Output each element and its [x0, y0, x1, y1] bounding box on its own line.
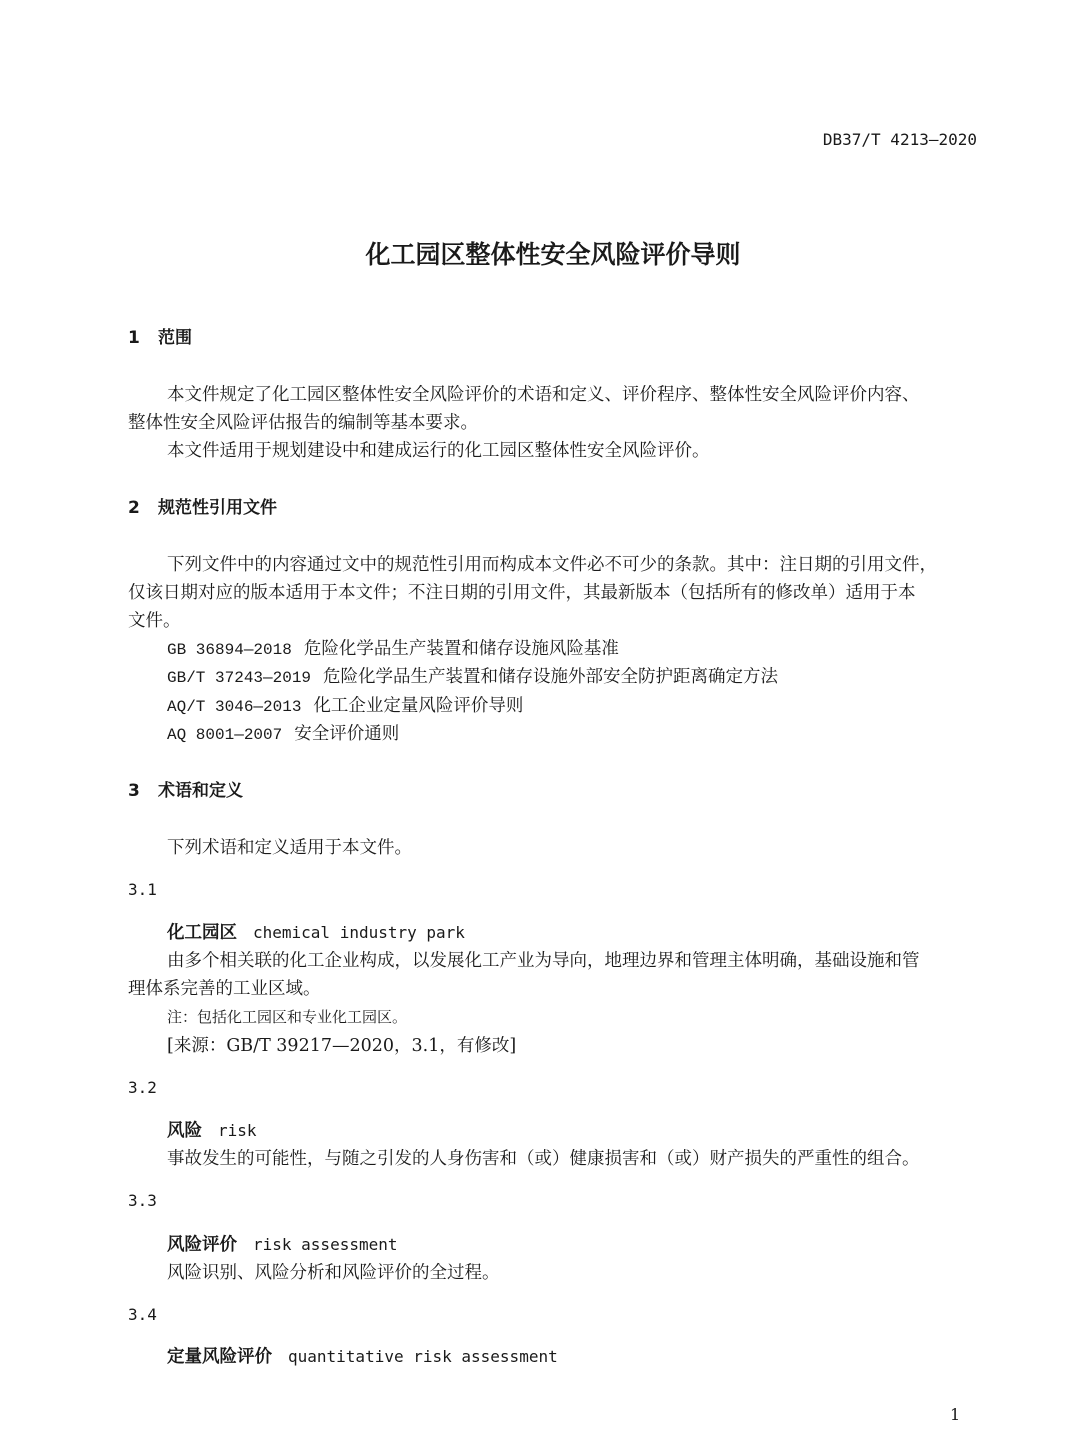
reference-title: 安全评价通则 [294, 724, 400, 744]
term-en: quantitative risk assessment [288, 1347, 558, 1366]
document-number: DB37/T 4213—2020 [822, 130, 977, 149]
section-number: 1 [128, 328, 140, 348]
term-heading [167, 1119, 257, 1143]
reference-item [167, 637, 619, 661]
term-heading [167, 921, 465, 945]
term-en: risk assessment [253, 1235, 398, 1254]
definition-line: 事故发生的可能性，与随之引发的人身伤害和（或）健康损害和（或）财产损失的严重性的组合。 [167, 1149, 920, 1169]
page-number: 1 [950, 1405, 961, 1424]
definition-line: 风险识别、风险分析和风险评价的全过程。 [167, 1263, 500, 1283]
paragraph-line: 整体性安全风险评估报告的编制等基本要求。 [128, 413, 478, 433]
reference-title: 危险化学品生产装置和储存设施外部安全防护距离确定方法 [323, 667, 779, 687]
term-cn: 化工园区 [167, 923, 237, 943]
term-note: 注：包括化工园区和专业化工园区。 [167, 1008, 408, 1026]
term-heading [167, 1233, 398, 1257]
section-title: 范围 [158, 328, 192, 348]
section-number: 3 [128, 781, 140, 801]
term-cn: 风险 [167, 1121, 202, 1141]
section-title: 规范性引用文件 [158, 498, 277, 518]
term-en: chemical industry park [253, 923, 465, 942]
reference-code: AQ 8001—2007 [167, 726, 283, 744]
section-title: 术语和定义 [158, 781, 243, 801]
reference-code: GB 36894—2018 [167, 641, 292, 659]
reference-item [167, 694, 523, 718]
reference-code: AQ/T 3046—2013 [167, 698, 302, 716]
section-heading [128, 779, 243, 803]
paragraph-line: 下列术语和定义适用于本文件。 [167, 838, 412, 858]
reference-item [167, 665, 778, 689]
term-heading [167, 1345, 558, 1369]
term-number: 3.3 [128, 1191, 157, 1210]
term-source: [来源：GB/T 39217—2020，3.1，有修改] [167, 1036, 517, 1056]
reference-title: 化工企业定量风险评价导则 [313, 696, 524, 716]
section-number: 2 [128, 498, 140, 518]
term-number: 3.1 [128, 880, 157, 899]
reference-item [167, 722, 399, 746]
term-cn: 风险评价 [167, 1235, 237, 1255]
page-title: 化工园区整体性安全风险评价导则 [365, 240, 741, 269]
term-en: risk [218, 1121, 257, 1140]
term-number: 3.2 [128, 1078, 157, 1097]
paragraph-line: 仅该日期对应的版本适用于本文件；不注日期的引用文件，其最新版本（包括所有的修改单）适用于本 [128, 583, 916, 603]
reference-code: GB/T 37243—2019 [167, 669, 312, 687]
paragraph-line: 本文件规定了化工园区整体性安全风险评价的术语和定义、评价程序、整体性安全风险评价内容、 [167, 385, 920, 405]
term-number: 3.4 [128, 1305, 157, 1324]
section-heading [128, 496, 277, 520]
paragraph-line: 本文件适用于规划建设中和建成运行的化工园区整体性安全风险评价。 [167, 441, 710, 461]
definition-line: 由多个相关联的化工企业构成，以发展化工产业为导向，地理边界和管理主体明确，基础设施和管 [167, 951, 920, 971]
term-cn: 定量风险评价 [167, 1347, 272, 1367]
definition-line: 理体系完善的工业区域。 [128, 979, 321, 999]
paragraph-line: 下列文件中的内容通过文中的规范性引用而构成本文件必不可少的条款。其中：注日期的引用文件， [167, 555, 937, 575]
paragraph-line: 文件。 [128, 611, 181, 631]
reference-title: 危险化学品生产装置和储存设施风险基准 [303, 639, 619, 659]
section-heading [128, 326, 192, 350]
